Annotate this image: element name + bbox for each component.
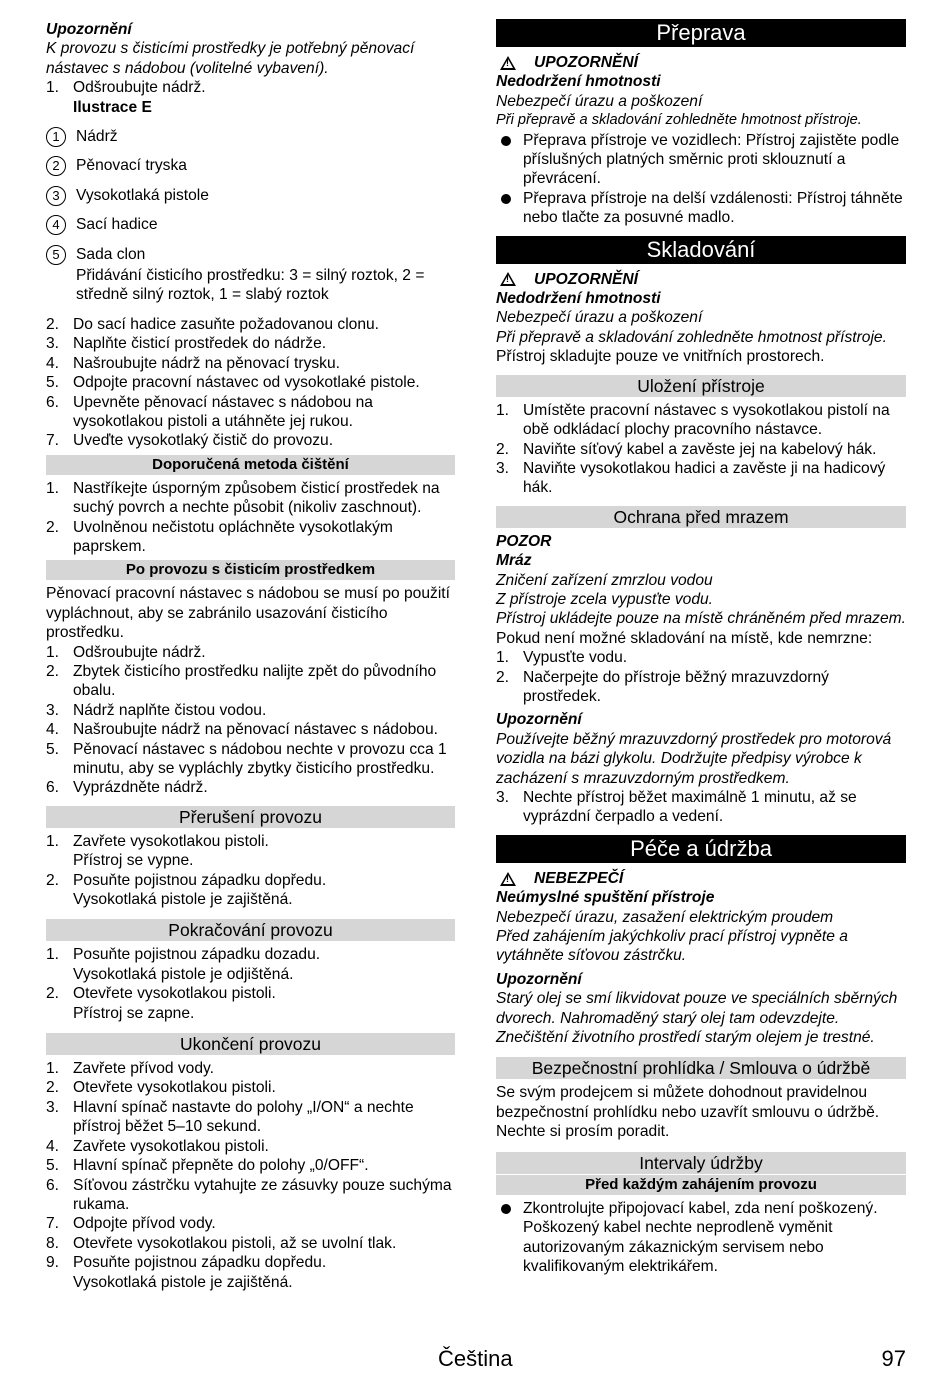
note-title: Upozornění	[496, 711, 582, 729]
list-item: 8. Otevřete vysokotlakou pistoli, až se uvolní tlak.	[46, 1234, 397, 1252]
caution-text: Přístroj ukládejte pouze na místě chráněném před mrazem.	[496, 610, 906, 628]
danger-subtitle: Neúmyslné spuštění přístroje	[496, 889, 715, 907]
bullet-icon	[501, 1204, 511, 1214]
list-item: 5. Pěnovací nástavec s nádobou nechte v provozu cca 1 minutu, aby se vypláchly zbytky čisticího prostředku.	[46, 740, 447, 777]
section-heading-before: Před každým zahájením provozu	[496, 1175, 906, 1195]
number-circle-icon: 3	[46, 186, 66, 206]
section-heading-continue: Pokračování provozu	[46, 919, 455, 941]
paragraph: Přístroj skladujte pouze ve vnitřních prostorech.	[496, 348, 825, 366]
legend-item: 4 Sací hadice	[46, 215, 455, 234]
bullet-item: Zkontrolujte připojovací kabel, zda není poškozený. Poškozený kabel nechte neprodleně vyměnit autorizovaným zákaznickým servisem nebo kvalifikovaným elektrikářem.	[496, 1199, 906, 1277]
section-heading-interrupt: Přerušení provozu	[46, 806, 455, 828]
warning-text: Při přepravě a skladování zohledněte hmotnost přístroje.	[496, 112, 862, 129]
number-circle-icon: 1	[46, 127, 66, 147]
legend-item: 3 Vysokotlaká pistole	[46, 186, 455, 205]
warning-text: Nebezpečí úrazu a poškození	[496, 92, 703, 110]
caution-label: POZOR	[496, 532, 552, 550]
list-item: 5. Hlavní spínač přepněte do polohy „0/OFF“.	[46, 1157, 369, 1175]
legend-item: 5 Sada clon Přidávání čisticího prostředku: 3 = silný roztok, 2 = středně silný roztok, 1 = slabý roztok	[46, 245, 455, 305]
danger-text: Nebezpečí úrazu, zasažení elektrickým proudem	[496, 908, 834, 926]
caution-text: Z přístroje zcela vypusťte vodu.	[496, 590, 713, 608]
list-item: 1. Umístěte pracovní nástavec s vysokotlakou pistolí na obě odkládací plochy pracovního nástavce.	[496, 401, 890, 439]
warning-triangle-icon	[500, 272, 516, 286]
list-item: 3. Nechte přístroj běžet maximálně 1 minutu, až se vyprázdní čerpadlo a vedení.	[496, 789, 857, 826]
warning-label: ! UPOZORNĚNÍ	[496, 270, 906, 289]
warning-text: Nebezpečí úrazu a poškození	[496, 309, 703, 327]
number-circle-icon: 2	[46, 156, 66, 176]
list-item: 2. Naviňte síťový kabel a zavěste jej na kabelový hák.	[496, 440, 877, 458]
paragraph: Pokud není možné skladování na místě, kde nemrzne:	[496, 629, 873, 647]
list-item: 3. Naplňte čisticí prostředek do nádrže.	[46, 335, 327, 353]
warning-text: Při přepravě a skladování zohledněte hmotnost přístroje.	[496, 328, 887, 346]
paragraph: Pěnovací pracovní nástavec s nádobou se musí po použití vypláchnout, aby se zabránilo usazování čisticího prostředku.	[46, 585, 450, 642]
list-item: 1. Vypusťte vodu.	[496, 649, 628, 667]
list-item: 1. Posuňte pojistnou západku dozadu. Vysokotlaká pistole je odjištěná.	[46, 946, 321, 983]
section-heading-method: Doporučená metoda čištění	[46, 455, 455, 475]
list-item: 4. Zavřete vysokotlakou pistoli.	[46, 1137, 269, 1155]
list-item: 3. Naviňte vysokotlakou hadici a zavěste ji na hadicový hák.	[496, 459, 886, 497]
bullet-icon	[501, 136, 511, 146]
note-text: K provozu s čisticími prostředky je potřebný pěnovací nástavec s nádobou (volitelné vybavení).	[46, 40, 415, 77]
section-heading-transport: Přeprava	[496, 19, 906, 47]
footer-language: Čeština	[438, 1346, 513, 1371]
paragraph: Se svým prodejcem si můžete dohodnout pravidelnou bezpečnostní prohlídku nebo uzavřít smlouvu o údržbě. Nechte si prosím poradit.	[496, 1084, 880, 1141]
list-item: 1. Odšroubujte nádrž.	[46, 79, 206, 97]
list-item: 6. Upevněte pěnovací nástavec s nádobou na vysokotlakou pistoli a utáhněte jej rukou.	[46, 393, 373, 430]
illustration-ref: Ilustrace E	[73, 98, 152, 116]
section-heading-frost: Ochrana před mrazem	[496, 506, 906, 528]
section-heading-putaway: Uložení přístroje	[496, 375, 906, 397]
list-item: 7. Odpojte přívod vody.	[46, 1215, 216, 1233]
legend-item: 1 Nádrž	[46, 127, 455, 146]
section-heading-after: Po provozu s čisticím prostředkem	[46, 560, 455, 580]
warning-triangle-icon	[500, 56, 516, 70]
list-item: 1. Zavřete vysokotlakou pistoli. Přístroj se vypne.	[46, 832, 269, 870]
list-item: 3. Hlavní spínač nastavte do polohy „I/ON“ a nechte přístroj běžet 5–10 sekund.	[46, 1098, 414, 1136]
legend-item: 2 Pěnovací tryska	[46, 156, 455, 175]
danger-text: Před zahájením jakýchkoliv prací přístroj vypněte a vytáhněte síťovou zástrčku.	[496, 928, 848, 965]
caution-subtitle: Mráz	[496, 552, 532, 570]
section-heading-inspection: Bezpečnostní prohlídka / Smlouva o údržbě	[496, 1057, 906, 1079]
list-item: 2. Otevřete vysokotlakou pistoli.	[46, 1079, 276, 1097]
list-item: 4. Našroubujte nádrž na pěnovací trysku.	[46, 354, 340, 372]
section-heading-care: Péče a údržba	[496, 835, 906, 863]
list-item: 2. Otevřete vysokotlakou pistoli. Přístroj se zapne.	[46, 985, 276, 1022]
warning-subtitle: Nedodržení hmotnosti	[496, 290, 661, 308]
bullet-icon	[501, 194, 511, 204]
list-item: 3. Nádrž naplňte čistou vodou.	[46, 701, 267, 719]
bullet-item: Přeprava přístroje na delší vzdálenosti: Přístroj táhněte nebo tlačte za posuvné madlo.	[496, 189, 906, 228]
section-heading-end: Ukončení provozu	[46, 1033, 455, 1055]
danger-label: ! NEBEZPEČÍ	[496, 869, 906, 888]
note-title: Upozornění	[46, 21, 132, 38]
list-item: 2. Posuňte pojistnou západku dopředu. Vysokotlaká pistole je zajištěná.	[46, 871, 327, 909]
list-item: 4. Našroubujte nádrž na pěnovací nástavec s nádobou.	[46, 721, 438, 739]
section-heading-intervals: Intervaly údržby	[496, 1152, 906, 1174]
list-item: 9. Posuňte pojistnou západku dopředu. Vysokotlaká pistole je zajištěná.	[46, 1254, 327, 1291]
list-item: 1. Nastříkejte úsporným způsobem čisticí prostředek na suchý povrch a nechte působit (nikoliv zaschnout).	[46, 479, 440, 517]
number-circle-icon: 5	[46, 245, 66, 265]
list-item: 1. Zavřete přívod vody.	[46, 1060, 214, 1078]
warning-subtitle: Nedodržení hmotnosti	[496, 73, 661, 91]
legend-extra: Přidávání čisticího prostředku: 3 = silný roztok, 2 = středně silný roztok, 1 = slabý roztok	[76, 267, 425, 304]
note-text: Používejte běžný mrazuvzdorný prostředek pro motorová vozidla na bázi glykolu. Dodržujte předpisy výrobce k zacházení s mrazuvzdorným prostředkem.	[496, 730, 892, 787]
right-column	[496, 19, 906, 1276]
list-item: 5. Odpojte pracovní nástavec od vysokotlaké pistole.	[46, 374, 420, 392]
list-item: 6. Vyprázdněte nádrž.	[46, 779, 208, 797]
section-heading-storage: Skladování	[496, 236, 906, 264]
number-circle-icon: 4	[46, 215, 66, 235]
list-item: 2. Uvolněnou nečistotu opláchněte vysokotlakým paprskem.	[46, 518, 393, 555]
list-item: 2. Zbytek čisticího prostředku nalijte zpět do původního obalu.	[46, 662, 437, 700]
list-item: 7. Uveďte vysokotlaký čistič do provozu.	[46, 432, 334, 450]
step-text: Odšroubujte nádrž.	[73, 79, 206, 97]
list-item: 2. Do sací hadice zasuňte požadovanou clonu.	[46, 315, 380, 333]
bullet-item: Přeprava přístroje ve vozidlech: Přístroj zajistěte podle příslušných platných směrnic proti sklouznutí a převrácení.	[496, 131, 906, 189]
warning-triangle-icon	[500, 872, 516, 886]
page-number: 97	[881, 1346, 906, 1371]
left-column	[46, 20, 455, 1292]
warning-label: ! UPOZORNĚNÍ	[496, 53, 906, 72]
list-item: 6. Síťovou zástrčku vytahujte ze zásuvky pouze suchýma rukama.	[46, 1176, 452, 1213]
list-item: 1. Odšroubujte nádrž.	[46, 643, 206, 661]
note-text: Starý olej se smí likvidovat pouze ve speciálních sběrných dvorech. Nahromaděný starý olej tam odevzdejte. Znečištění životního prostředí starým olejem je trestné.	[496, 990, 898, 1047]
caution-text: Zničení zařízení zmrzlou vodou	[496, 571, 713, 589]
note-title: Upozornění	[496, 970, 582, 988]
list-item: 2. Načerpejte do přístroje běžný mrazuvzdorný prostředek.	[496, 668, 829, 705]
